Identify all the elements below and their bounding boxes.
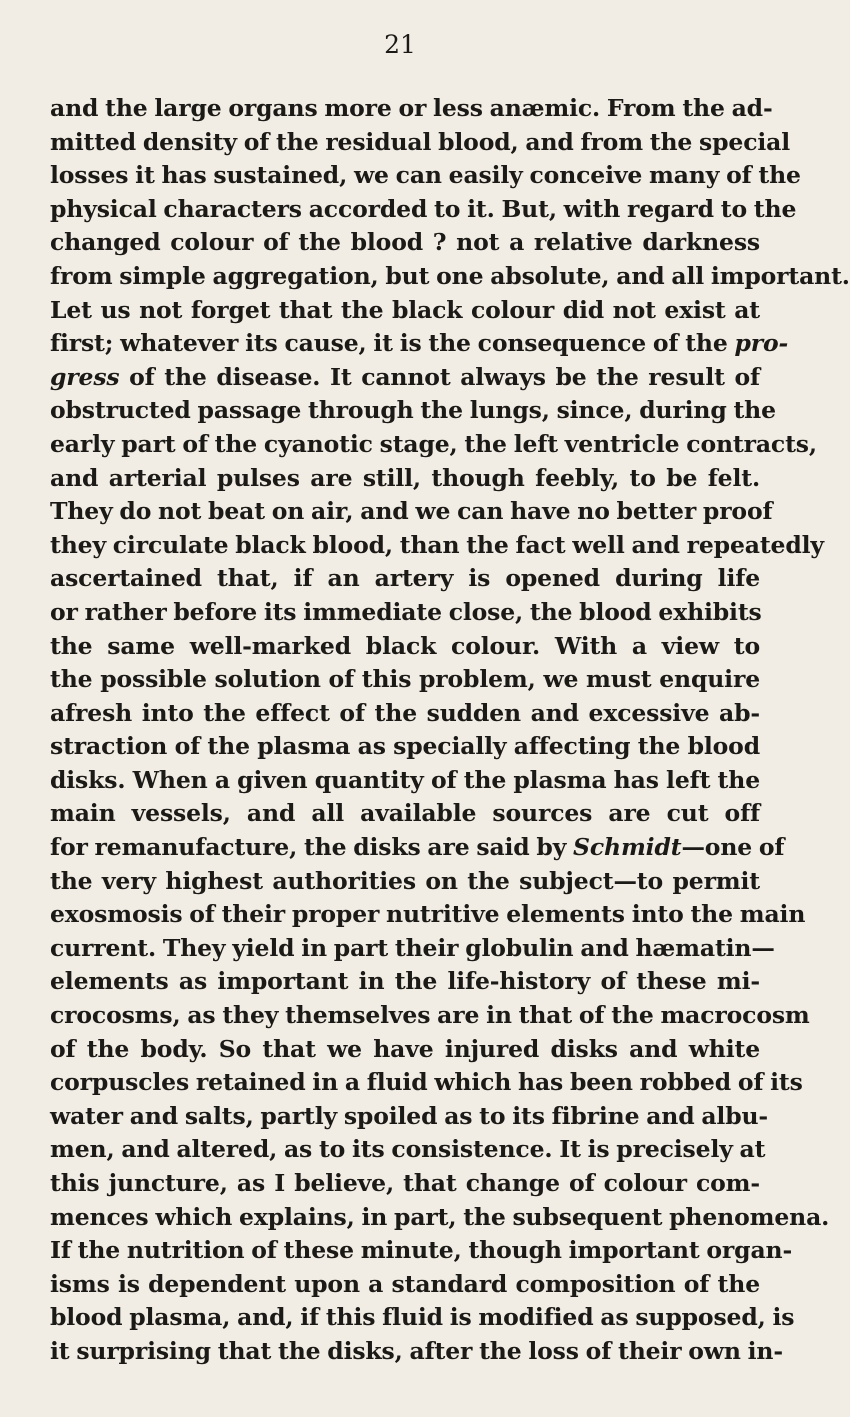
text-line [50,327,789,361]
text-segment: They do not beat on air, and we can have no better proof [50,497,773,526]
text-line [50,126,790,160]
text-segment: they circulate black blood, than the fact well and repeatedly [50,530,824,559]
text-line [50,562,760,596]
text-line [50,865,760,899]
text-segment: straction of the plasma as specially affecting the blood [50,732,760,761]
text-line [50,394,776,428]
text-line [50,1234,793,1268]
text-segment: ascertained that, if an artery is opened during life [50,564,760,593]
text-line [50,730,760,764]
text-line [50,697,760,731]
text-line [50,965,760,999]
text-line [50,596,760,630]
text-segment: changed colour of the blood ? not a relative darkness [50,228,760,257]
text-segment: and arterial pulses are still, though feebly, to be felt. [50,463,760,492]
text-segment: from simple aggregation, but one absolute, and all important. [50,261,850,290]
text-segment: afresh into the effect of the sudden and excessive ab- [50,698,760,727]
text-segment: the very highest authorities on the subject—to permit [50,866,760,895]
text-line [50,898,806,932]
text-segment: exosmosis of their proper nutritive elements into the main [50,900,806,929]
text-segment: of the disease. It cannot always be the result of [119,362,760,391]
text-line [50,226,760,260]
text-segment: first; whatever its cause, it is the consequence of the [50,329,735,358]
italic-text: pro- [734,329,789,358]
text-segment: main vessels, and all available sources are cut off [50,799,760,828]
text-line [50,294,760,328]
text-segment: the same well-marked black colour. With a view to [50,631,760,660]
text-segment: physical characters accorded to it. But, with regard to the [50,194,797,223]
text-line [50,1201,830,1235]
text-segment: the possible solution of this problem, we must enquire [50,665,760,694]
text-segment: losses it has sustained, we can easily conceive many of the [50,161,801,190]
text-line [50,1066,803,1100]
text-segment: elements as important in the life-history of these mi- [50,967,760,996]
text-segment: corpuscles retained in a fluid which has been robbed of its [50,1068,803,1097]
text-line [50,831,785,865]
text-line [50,1268,760,1302]
text-line [50,462,760,496]
text-line [50,361,760,395]
text-segment: of the body. So that we have injured disks and white [50,1034,760,1063]
text-line [50,1033,760,1067]
text-segment: mitted density of the residual blood, and from the special [50,127,790,156]
text-line [50,797,760,831]
text-line [50,1133,766,1167]
text-segment: disks. When a given quantity of the plasma has left the [50,765,760,794]
text-segment: mences which explains, in part, the subsequent phenomena. [50,1202,830,1231]
text-segment: men, and altered, as to its consistence. It is precisely at [50,1135,766,1164]
text-line [50,1167,760,1201]
text-segment: and the large organs more or less anæmic. From the ad- [50,94,773,122]
text-line [50,159,801,193]
text-line [50,428,817,462]
text-line [50,1301,795,1335]
text-segment: crocosms, as they themselves are in that of the macrocosm [50,1001,810,1030]
text-line [50,260,850,294]
text-line [50,1100,769,1134]
text-line [50,1335,783,1369]
text-segment: isms is dependent upon a standard composition of the [50,1269,760,1298]
text-line [50,495,773,529]
text-segment: If the nutrition of these minute, though important organ- [50,1236,793,1265]
text-line [50,932,775,966]
body-text [50,92,850,1369]
text-segment: Let us not forget that the black colour did not exist at [50,295,760,324]
text-segment: current. They yield in part their globulin and hæmatin— [50,933,775,962]
text-segment: —one of [681,833,785,862]
italic-text: gress [50,362,120,391]
text-segment: for remanufacture, the disks are said by [50,833,574,862]
text-line [50,92,773,126]
text-line [50,630,760,664]
page-number: 21 [384,30,416,59]
italic-text: Schmidt [573,833,682,862]
text-line [50,999,810,1033]
text-segment: early part of the cyanotic stage, the left ventricle contracts, [50,429,817,458]
text-segment: obstructed passage through the lungs, since, during the [50,396,776,425]
text-segment: or rather before its immediate close, the blood exhibits [50,597,762,626]
text-line [50,764,760,798]
text-segment: it surprising that the disks, after the loss of their own in- [50,1336,783,1365]
text-segment: this juncture, as I believe, that change of colour com- [50,1169,760,1197]
text-line [50,193,797,227]
text-segment: blood plasma, and, if this fluid is modified as supposed, is [50,1303,795,1332]
text-line [50,529,824,563]
text-segment: water and salts, partly spoiled as to its fibrine and albu- [50,1101,769,1130]
text-line [50,663,760,697]
